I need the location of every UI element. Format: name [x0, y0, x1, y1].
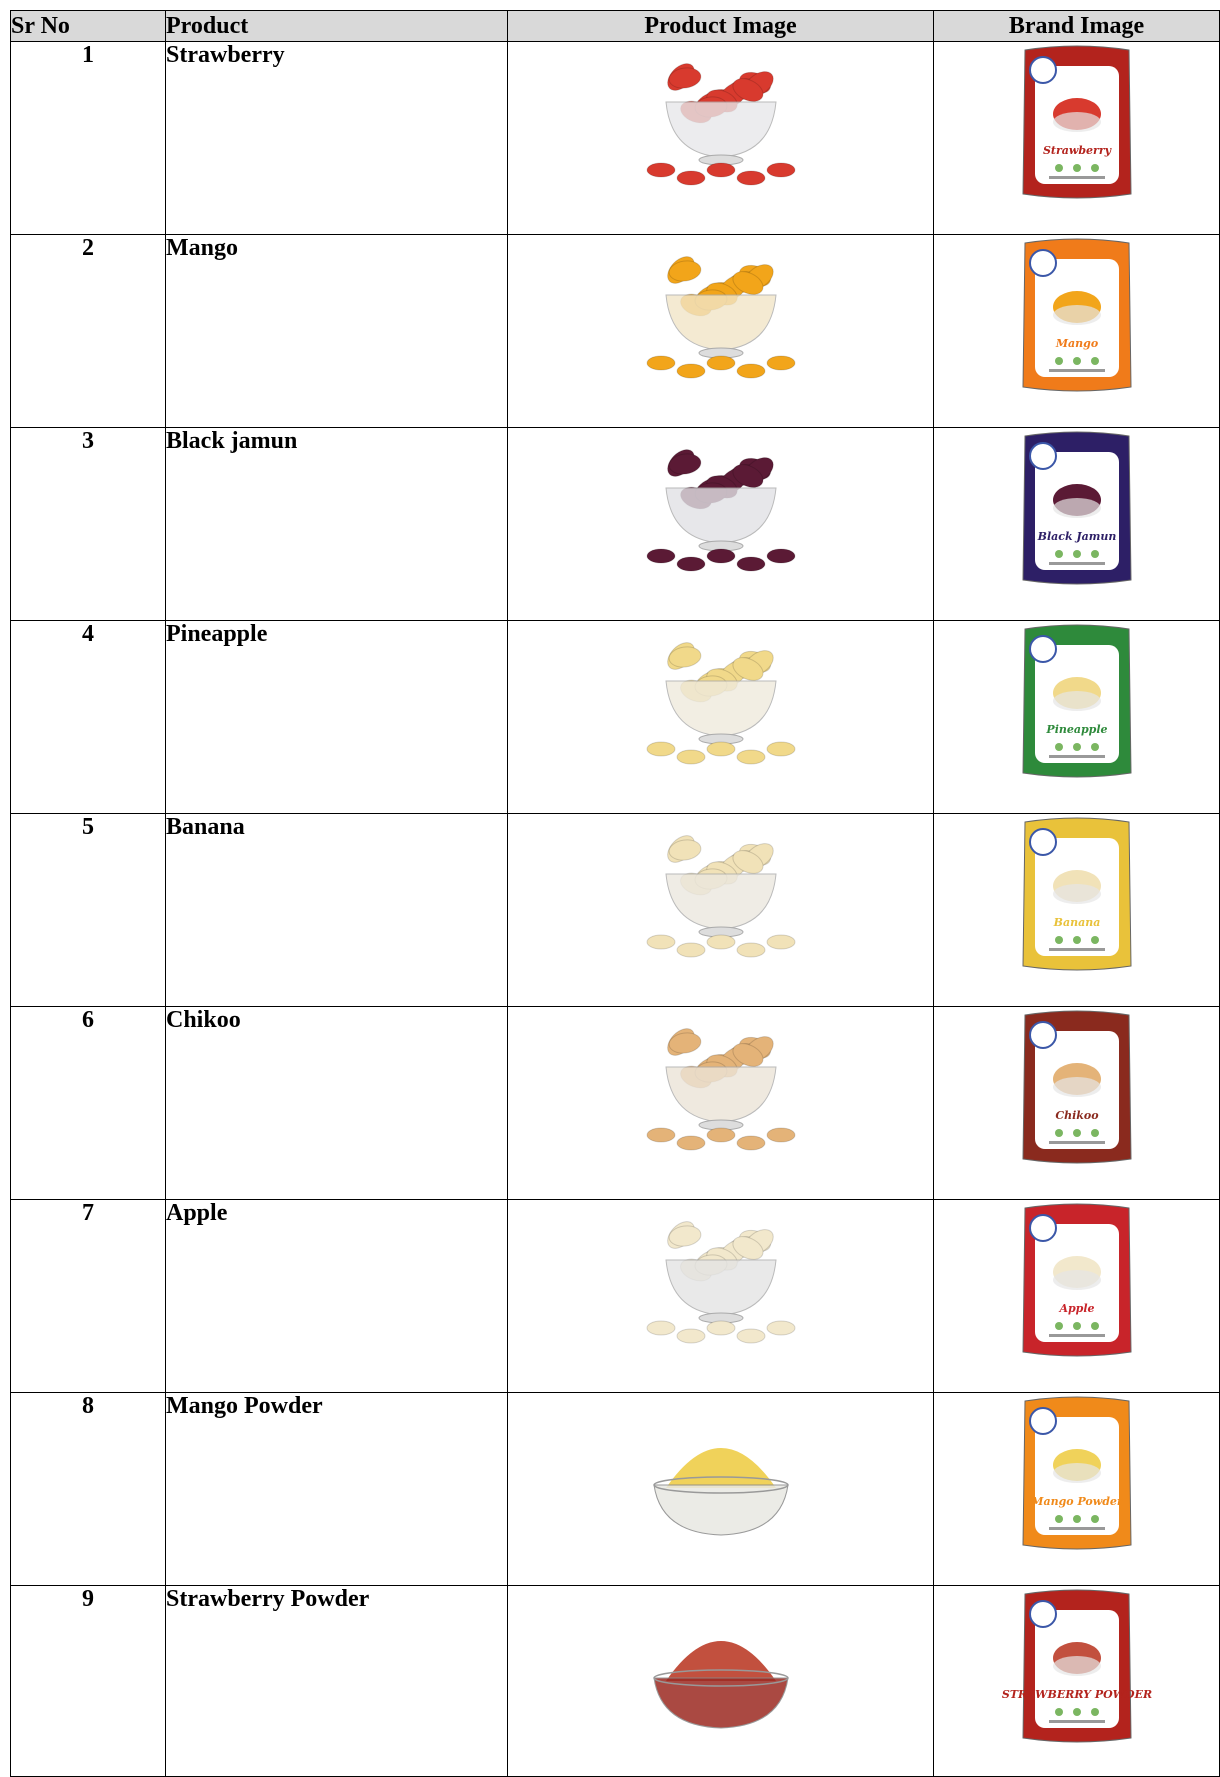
header-brand-image: Brand Image — [934, 11, 1220, 42]
brand-image-cell — [934, 42, 1220, 235]
table-row — [11, 1586, 1220, 1777]
header-sr-no: Sr No — [11, 11, 166, 42]
brand-pouch-image — [1019, 428, 1135, 588]
product-image-cell — [508, 1200, 934, 1393]
sr-no-cell: 2 — [11, 235, 166, 428]
product-name-cell: Black jamun — [166, 428, 508, 621]
product-image-cell — [508, 1007, 934, 1200]
product-image — [636, 814, 806, 964]
pouch-label: Black Jamun — [1037, 530, 1116, 543]
table-row — [11, 1200, 1220, 1393]
product-image — [636, 1586, 806, 1736]
product-image-cell — [508, 814, 934, 1007]
product-image — [636, 428, 806, 578]
header-row — [11, 11, 1220, 42]
product-name-cell: Mango Powder — [166, 1393, 508, 1586]
sr-no-cell: 8 — [11, 1393, 166, 1586]
brand-pouch-image — [1019, 1393, 1135, 1553]
brand-pouch-image — [1019, 621, 1135, 781]
brand-pouch-image — [1019, 1200, 1135, 1360]
table-row — [11, 814, 1220, 1007]
product-image-cell — [508, 235, 934, 428]
table-row — [11, 235, 1220, 428]
brand-pouch-image — [1019, 814, 1135, 974]
pouch-label: Pineapple — [1045, 723, 1108, 736]
product-name-cell: Apple — [166, 1200, 508, 1393]
brand-image-cell — [934, 428, 1220, 621]
table-row — [11, 1393, 1220, 1586]
product-image-cell — [508, 1586, 934, 1777]
product-image-cell — [508, 428, 934, 621]
table-row — [11, 621, 1220, 814]
product-name-cell: Strawberry Powder — [166, 1586, 508, 1777]
product-name-cell: Strawberry — [166, 42, 508, 235]
sr-no-cell: 7 — [11, 1200, 166, 1393]
sr-no-cell: 1 — [11, 42, 166, 235]
pouch-label: Chikoo — [1054, 1109, 1099, 1122]
pouch-label: Mango — [1055, 337, 1098, 350]
product-name-cell: Banana — [166, 814, 508, 1007]
brand-image-cell — [934, 621, 1220, 814]
product-image — [636, 1200, 806, 1350]
products-table — [10, 10, 1220, 1777]
header-product-image: Product Image — [508, 11, 934, 42]
sr-no-cell: 5 — [11, 814, 166, 1007]
product-image — [636, 42, 806, 192]
sr-no-cell: 6 — [11, 1007, 166, 1200]
product-image-cell — [508, 621, 934, 814]
brand-image-cell — [934, 1393, 1220, 1586]
product-image-cell — [508, 1393, 934, 1586]
pouch-label: Strawberry — [1042, 144, 1111, 157]
brand-image-cell — [934, 1200, 1220, 1393]
pouch-label: Apple — [1058, 1302, 1095, 1315]
brand-image-cell — [934, 1586, 1220, 1777]
brand-pouch-image — [1019, 42, 1135, 202]
pouch-label: STRAWBERRY POWDER — [1001, 1688, 1152, 1701]
product-image — [636, 235, 806, 385]
product-name-cell: Pineapple — [166, 621, 508, 814]
table-row — [11, 1007, 1220, 1200]
product-name-cell: Chikoo — [166, 1007, 508, 1200]
product-image — [636, 1393, 806, 1543]
pouch-label: Banana — [1053, 916, 1100, 929]
table-row — [11, 428, 1220, 621]
product-image — [636, 1007, 806, 1157]
brand-image-cell — [934, 814, 1220, 1007]
brand-pouch-image — [1019, 235, 1135, 395]
brand-pouch-image — [1001, 1586, 1152, 1746]
pouch-label: Mango Powder — [1030, 1495, 1123, 1508]
product-name-cell: Mango — [166, 235, 508, 428]
sr-no-cell: 3 — [11, 428, 166, 621]
product-image-cell — [508, 42, 934, 235]
product-image — [636, 621, 806, 771]
brand-image-cell — [934, 1007, 1220, 1200]
brand-pouch-image — [1019, 1007, 1135, 1167]
header-product: Product — [166, 11, 508, 42]
table-row — [11, 42, 1220, 235]
sr-no-cell: 9 — [11, 1586, 166, 1777]
sr-no-cell: 4 — [11, 621, 166, 814]
brand-image-cell — [934, 235, 1220, 428]
